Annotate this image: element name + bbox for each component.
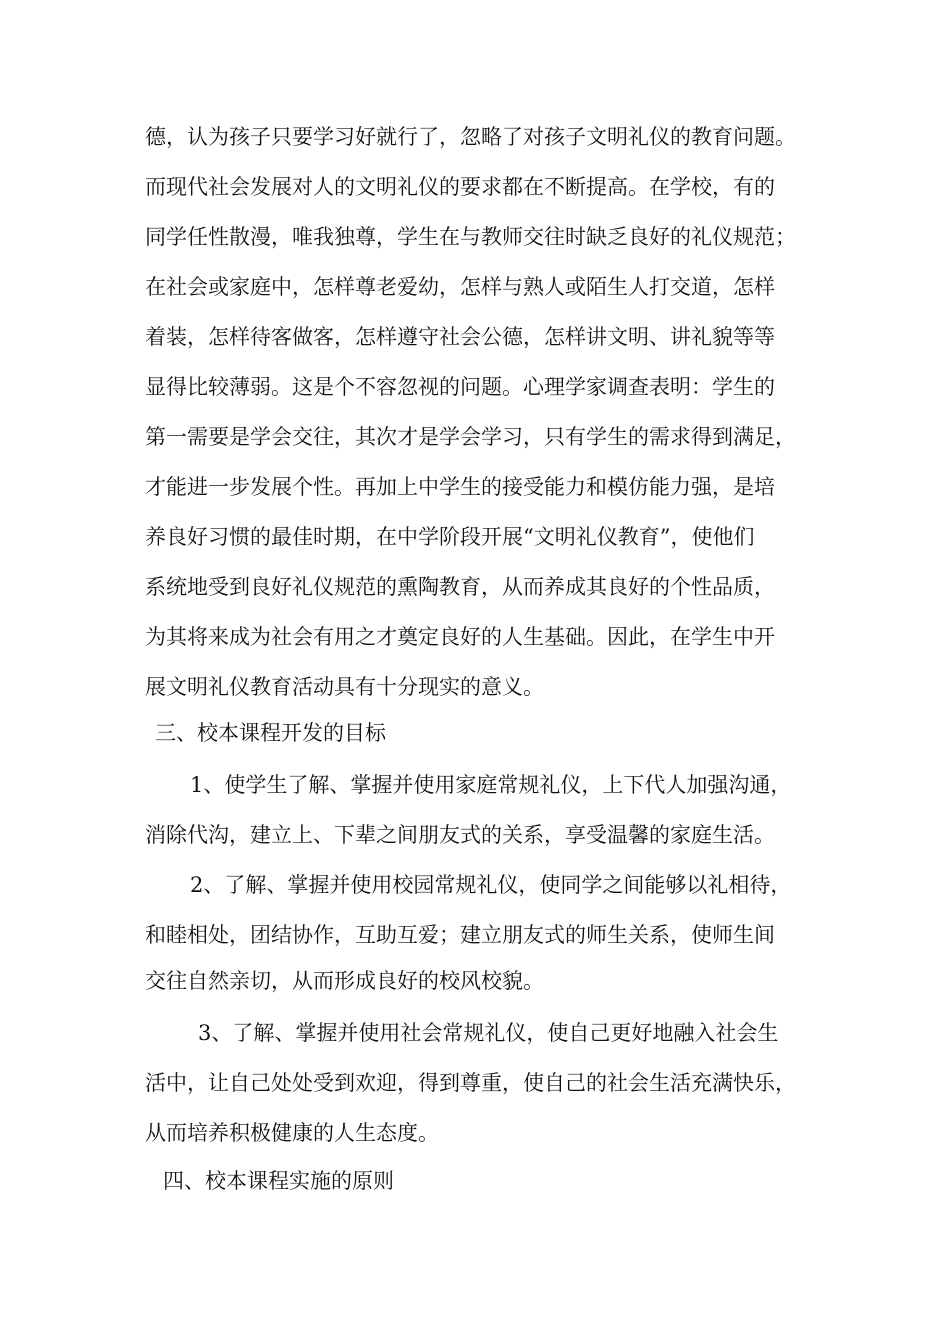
goal-item-2: 2、了解、掌握并使用校园常规礼仪，使同学之间能够以礼相待， [190,873,792,897]
body-line: 和睦相处，团结协作，互助互爱；建立朋友式的师生关系，使师生间 [145,923,775,947]
body-line: 交往自然亲切，从而形成良好的校风校貌。 [145,969,544,993]
body-line: 同学任性散漫，唯我独尊，学生在与教师交往时缺乏良好的礼仪规范； [145,225,796,249]
body-line: 活中，让自己处处受到欢迎，得到尊重，使自己的社会生活充满快乐， [145,1071,796,1095]
body-line: 德，认为孩子只要学习好就行了，忽略了对孩子文明礼仪的教育问题。 [145,125,796,149]
body-line: 在社会或家庭中，怎样尊老爱幼，怎样与熟人或陌生人打交道，怎样 [145,275,775,299]
section-heading-4: 四、校本课程实施的原则 [163,1169,394,1193]
body-line: 而现代社会发展对人的文明礼仪的要求都在不断提高。在学校，有的 [145,175,775,199]
body-line: 着装，怎样待客做客，怎样遵守社会公德，怎样讲文明、讲礼貌等等 [145,325,775,349]
section-heading-3: 三、校本课程开发的目标 [155,721,386,745]
goal-item-3: 3、了解、掌握并使用社会常规礼仪，使自己更好地融入社会生 [198,1021,779,1045]
body-line: 展文明礼仪教育活动具有十分现实的意义。 [145,675,544,699]
body-line: 为其将来成为社会有用之才奠定良好的人生基础。因此，在学生中开 [145,625,775,649]
body-line: 从而培养积极健康的人生态度。 [145,1121,439,1145]
goal-item-1: 1、使学生了解、掌握并使用家庭常规礼仪，上下代人加强沟通， [190,773,792,797]
body-line: 才能进一步发展个性。再加上中学生的接受能力和模仿能力强，是培 [145,475,775,499]
body-line: 养良好习惯的最佳时期，在中学阶段开展“文明礼仪教育”，使他们 [145,525,755,549]
body-line: 系统地受到良好礼仪规范的熏陶教育，从而养成其良好的个性品质， [145,575,775,599]
body-line: 显得比较薄弱。这是个不容忽视的问题。心理学家调查表明：学生的 [145,375,775,399]
body-line: 消除代沟，建立上、下辈之间朋友式的关系，享受温馨的家庭生活。 [145,823,775,847]
body-line: 第一需要是学会交往，其次才是学会学习，只有学生的需求得到满足， [145,425,796,449]
